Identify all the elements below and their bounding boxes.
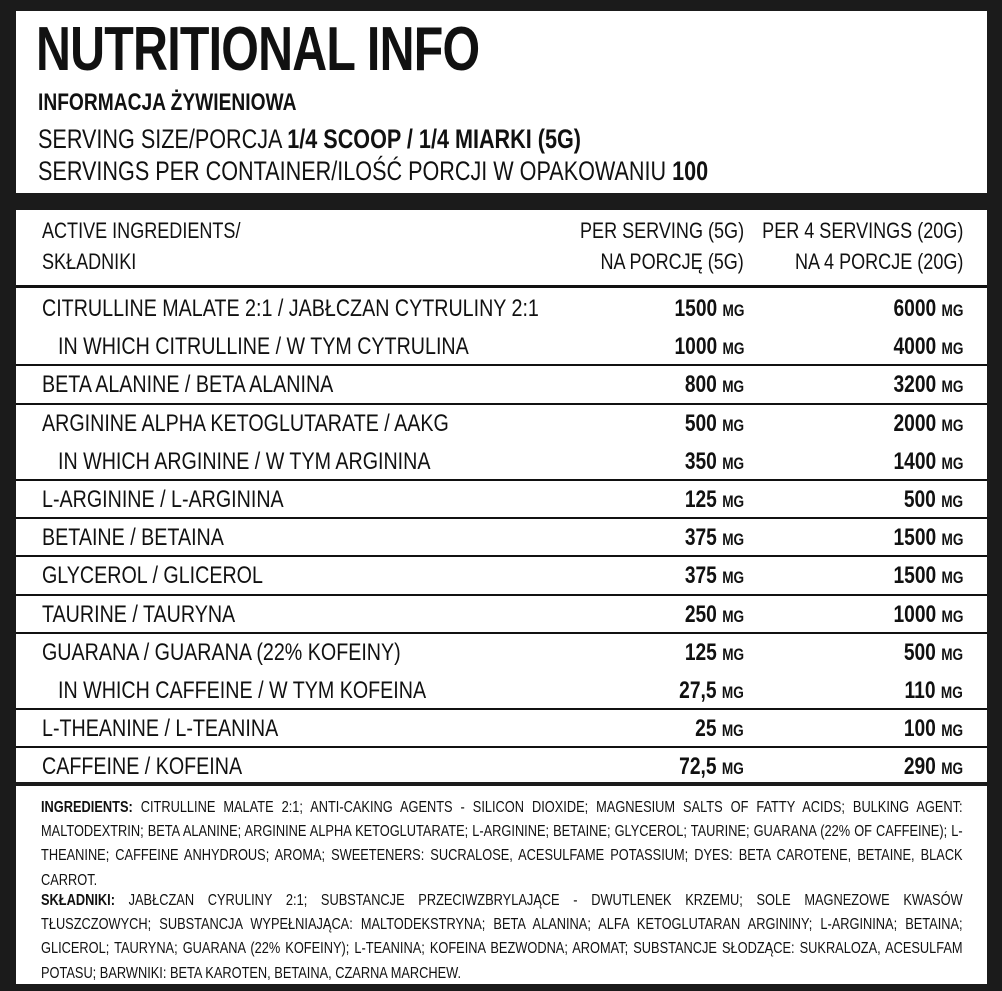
- column-header-per-4-servings: PER 4 SERVINGS (20G): [761, 218, 963, 243]
- unit: MG: [722, 453, 744, 473]
- ingredient-name: L-ARGININE / L-ARGININA: [42, 486, 284, 513]
- amount: 1500: [893, 524, 936, 552]
- table-row: [16, 327, 987, 365]
- per-serving-value: [674, 335, 744, 359]
- servings-per-container-value: 100: [672, 156, 709, 186]
- amount: 4000: [893, 333, 936, 361]
- unit: MG: [941, 606, 963, 626]
- per-4-servings-value: [893, 564, 963, 588]
- unit: MG: [722, 415, 744, 435]
- nutrition-table: [16, 210, 987, 782]
- ingredient-name: IN WHICH ARGININE / W TYM ARGININA: [58, 447, 431, 475]
- amount: 500: [684, 409, 717, 437]
- per-serving-value: [679, 679, 744, 703]
- per-serving-value: [685, 564, 744, 588]
- unit: MG: [722, 377, 744, 397]
- amount: 800: [684, 371, 717, 399]
- amount: 1400: [893, 447, 936, 475]
- amount: 6000: [893, 295, 936, 322]
- amount: 1500: [674, 295, 717, 322]
- ingredient-name: BETA ALANINE / BETA ALANINA: [42, 371, 334, 399]
- column-header-ingredients: ACTIVE INGREDIENTS/: [42, 218, 241, 243]
- per-serving-value: [684, 409, 744, 437]
- per-serving-value: [674, 297, 744, 321]
- per-serving-value: [684, 600, 744, 628]
- per-4-servings-value: [903, 638, 963, 666]
- table-row: [16, 404, 987, 442]
- unit: MG: [941, 492, 963, 511]
- ingredients-english: [41, 796, 963, 893]
- table-row: [16, 747, 987, 785]
- per-serving-value: [685, 526, 744, 550]
- per-serving-value: [679, 755, 744, 779]
- ingredient-name: IN WHICH CAFFEINE / W TYM KOFEINA: [58, 677, 427, 704]
- ingredients-polish: [41, 889, 963, 986]
- ingredients-label: INGREDIENTS:: [41, 799, 133, 816]
- ingredient-name: GLYCEROL / GLICEROL: [42, 562, 263, 590]
- servings-per-container-line: [38, 158, 708, 185]
- per-serving-value: [685, 488, 744, 512]
- per-serving-value: [684, 447, 744, 475]
- amount: 290: [903, 753, 936, 781]
- unit: MG: [722, 683, 744, 702]
- table-row: [16, 289, 987, 327]
- unit: MG: [941, 568, 963, 588]
- table-row: [16, 671, 987, 709]
- serving-size-label: SERVING SIZE/PORCJA: [38, 124, 288, 154]
- per-4-servings-value: [905, 679, 963, 703]
- skladniki-text: JABŁCZAN CYRULINY 2:1; SUBSTANCJE PRZECIWZBRYLAJĄCE - DWUTLENEK KRZEMU; SOLE MAGNEZOWE KWASÓW TŁUSZCZOWYCH; SUBSTANCJA WYPEŁNIAJĄCA: MALTODEKSTRYNA; BETA ALANINA; ALFA KETOGLUTARAN ARGININY; L-ARGININA; BETAINA; GLICEROL; TAURYNA; GUARANA (22% KOFEINY); L-TEANINA; KOFEINA BEZWODNA; AROMAT; SUBSTANCJE SŁODZĄCE: SUKRALOZA, ACESULFAM POTASU; BARWNIKI: BETA KAROTEN, BETAINA, CZARNA MARCHEW.: [41, 892, 963, 982]
- serving-size-value: 1/4 SCOOP / 1/4 MIARKI (5G): [287, 124, 581, 154]
- amount: 350: [684, 447, 717, 475]
- unit: MG: [722, 644, 744, 664]
- header-panel: [16, 11, 987, 193]
- amount: 250: [684, 600, 717, 628]
- per-4-servings-value: [893, 335, 963, 359]
- ingredients-text: CITRULLINE MALATE 2:1; ANTI-CAKING AGENTS - SILICON DIOXIDE; MAGNESIUM SALTS OF FATTY ACIDS; BULKING AGENT: MALTODEXTRIN; BETA ALANINE; ARGININE ALPHA KETOGLUTARATE; L-ARGININE; BETAINE; GLYCEROL; TAURINE; GUARANA (22% OF CAFFEINE); L-THEANINE; CAFFEINE ANHYDROUS; AROMA; SWEETENERS: SUCRALOSE, ACESULFAME POTASSIUM; DYES: BETA CAROTENE, BETAINE, BLACK CARROT.: [41, 799, 963, 889]
- column-header-per-serving: PER SERVING (5G): [579, 218, 744, 243]
- unit: MG: [941, 339, 963, 359]
- ingredient-name: BETAINE / BETAINA: [42, 524, 224, 552]
- unit: MG: [722, 492, 744, 511]
- per-4-servings-value: [904, 717, 963, 741]
- unit: MG: [722, 759, 744, 779]
- per-4-servings-value: [893, 600, 963, 628]
- per-serving-value: [695, 717, 744, 741]
- ingredient-name: ARGININE ALPHA KETOGLUTARATE / AAKG: [42, 409, 449, 437]
- per-4-servings-value: [904, 488, 963, 512]
- column-header-per-serving-pl: NA PORCJĘ (5G): [600, 249, 744, 274]
- per-4-servings-value: [893, 373, 963, 397]
- unit: MG: [941, 415, 963, 435]
- unit: MG: [941, 759, 963, 779]
- amount: 375: [684, 524, 717, 552]
- unit: MG: [941, 721, 963, 741]
- amount: 1500: [893, 562, 936, 590]
- amount: 1000: [674, 333, 717, 361]
- amount: 110: [904, 677, 936, 704]
- table-row: [16, 633, 987, 671]
- ingredient-name: L-THEANINE / L-TEANINA: [42, 715, 279, 743]
- per-serving-value: [684, 638, 744, 666]
- amount: 72,5: [679, 753, 717, 781]
- column-header-per-4-servings-pl: NA 4 PORCJE (20G): [794, 249, 963, 274]
- amount: 500: [903, 486, 936, 513]
- amount: 500: [903, 638, 936, 666]
- amount: 27,5: [679, 677, 717, 704]
- table-row: [16, 365, 987, 403]
- page-title: NUTRITIONAL INFO: [36, 15, 480, 84]
- unit: MG: [722, 530, 744, 550]
- unit: MG: [941, 683, 963, 702]
- amount: 25: [695, 715, 717, 743]
- per-4-servings-value: [904, 755, 963, 779]
- ingredients-panel: [16, 786, 987, 984]
- ingredient-name: TAURINE / TAURYNA: [42, 600, 236, 628]
- unit: MG: [941, 644, 963, 664]
- per-4-servings-value: [893, 526, 963, 550]
- amount: 375: [684, 562, 717, 590]
- amount: 3200: [893, 371, 936, 399]
- table-row: [16, 480, 987, 518]
- page-subtitle: INFORMACJA ŻYWIENIOWA: [38, 89, 297, 116]
- column-header-ingredients-pl: SKŁADNIKI: [42, 249, 137, 274]
- unit: MG: [722, 721, 744, 741]
- table-row: [16, 518, 987, 556]
- ingredient-name: IN WHICH CITRULLINE / W TYM CYTRULINA: [58, 333, 469, 361]
- header-divider: [16, 285, 987, 288]
- per-4-servings-value: [893, 409, 963, 437]
- servings-per-container-label: SERVINGS PER CONTAINER/ILOŚĆ PORCJI W OPAKOWANIU: [38, 156, 673, 186]
- unit: MG: [722, 606, 744, 626]
- table-row: [16, 595, 987, 633]
- skladniki-label: SKŁADNIKI:: [41, 892, 115, 909]
- ingredient-name: CAFFEINE / KOFEINA: [42, 753, 243, 781]
- serving-size-line: [38, 126, 581, 153]
- table-row: [16, 556, 987, 594]
- amount: 1000: [893, 600, 936, 628]
- amount: 2000: [893, 409, 936, 437]
- per-4-servings-value: [893, 297, 963, 321]
- per-4-servings-value: [893, 447, 963, 475]
- per-serving-value: [685, 373, 744, 397]
- amount: 100: [903, 715, 936, 743]
- unit: MG: [722, 339, 744, 359]
- unit: MG: [941, 377, 963, 397]
- ingredient-name: GUARANA / GUARANA (22% KOFEINY): [42, 638, 401, 666]
- table-row: [16, 442, 987, 480]
- unit: MG: [941, 453, 963, 473]
- ingredient-name: CITRULLINE MALATE 2:1 / JABŁCZAN CYTRULINY 2:1: [42, 295, 539, 322]
- unit: MG: [722, 301, 744, 320]
- unit: MG: [941, 530, 963, 550]
- unit: MG: [722, 568, 744, 588]
- amount: 125: [684, 638, 717, 666]
- amount: 125: [684, 486, 717, 513]
- table-row: [16, 709, 987, 747]
- unit: MG: [941, 301, 963, 320]
